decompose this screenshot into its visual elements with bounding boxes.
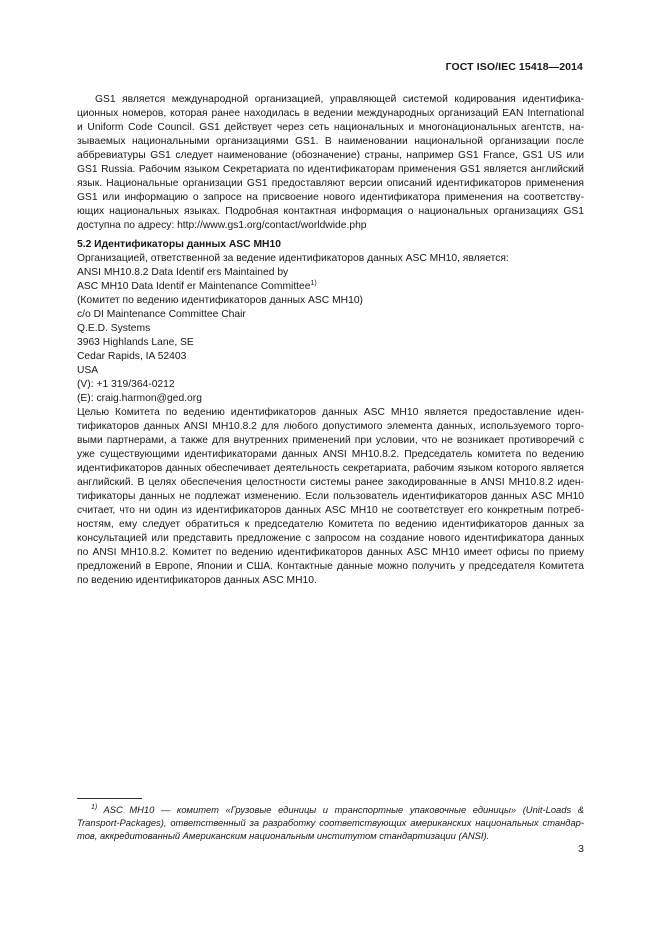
text-line: аббревиатуры GS1 следует наименование (обозначение) страны, например GS1 France, GS1 US или xyxy=(77,150,584,161)
text-line: ANSI MH10.8.2 Data Identif ers Maintained by xyxy=(77,267,289,278)
text-line: уже существующими идентификаторами данных ANSI MH10.8.2. Председатель комитета по ведению xyxy=(77,449,584,460)
text-line: USA xyxy=(77,365,99,376)
footnote-line: тов, аккредитованный Американским национальным институтом стандартизации (ANSI). xyxy=(77,830,490,841)
text-line: английский. В целях обеспечения целостности системы ранее закодированные в ANSI MH10.8.2 иден- xyxy=(77,477,584,488)
text-line: c/o DI Maintenance Committee Chair xyxy=(77,309,246,320)
text-line: (Комитет по ведению идентификаторов данных ASC MH10) xyxy=(77,295,363,306)
text-line: ASC MH10 Data Identif er Maintenance Committee$^{1)}$ xyxy=(77,280,317,292)
text-line: идентификаторов данных обеспечивает деятельность секретариата, рабочим языком которого является xyxy=(77,463,584,474)
text-line: тификаторов данных ANSI MH10.8.2 для любого допустимого элемента данных, используемого торго- xyxy=(77,421,584,432)
text-line: 3963 Highlands Lane, SE xyxy=(77,337,194,348)
text-line: GS1 является международной организацией, управляющей системой кодирования идентифика- xyxy=(95,94,584,105)
section-heading: 5.2 Идентификаторы данных ASC MH10 xyxy=(77,239,281,250)
text-line: GS1 или информацию о запросе на присвоение нового идентификатора применения на соответству- xyxy=(77,192,584,203)
text-line: и Uniform Code Council. GS1 действует через сеть национальных и многонациональных агентств, на- xyxy=(77,122,584,133)
text-line: Организацией, ответственной за ведение идентификаторов данных ASC MH10, является: xyxy=(77,253,509,264)
text-line: зываемых национальными организациями GS1. В наименовании национальной организации после xyxy=(77,136,584,147)
footnote-separator xyxy=(77,798,142,799)
text-line: ющих национальных языках. Подробная контактная информация о национальных организациях GS1 xyxy=(77,206,584,217)
document-code-header: ГОСТ ISO/IEC 15418—2014 xyxy=(445,61,583,73)
text-line: доступна по адресу: http://www.gs1.org/contact/worldwide.php xyxy=(77,220,367,231)
text-line: тификаторы данных не подлежат изменению. Если пользователь идентификаторов данных ASC MH10 xyxy=(77,491,584,502)
text-line: ционных номеров, которая ранее находилась в ведении международных организаций EAN International xyxy=(77,108,584,119)
text-line: ностям, ему следует обратиться к председателю Комитета по ведению идентификаторов данных за xyxy=(77,519,584,530)
text-line: предложений в Европе, Японии и США. Контактные данные можно получить у председателя Комитета xyxy=(77,561,584,572)
text-line: Целью Комитета по ведению идентификаторов данных ASC MH10 является предоставление иден- xyxy=(77,407,584,418)
text-line: выми партнерами, а также для внутренних применений при условии, что не возникает противоречий с xyxy=(77,435,584,446)
text-line: (V): +1 319/364-0212 xyxy=(77,379,175,390)
page-number: 3 xyxy=(578,843,584,855)
text-line: считает, что ни один из идентификаторов данных ASC MH10 не соответствует его конкретным потреб- xyxy=(77,505,584,516)
text-line: консультацией или представить предложение с запросом на создание нового идентификатора данных xyxy=(77,533,584,544)
text-line: язык. Национальные организации GS1 предоставляют версии описаний идентификаторов применения xyxy=(77,178,584,189)
text-line: по ведению идентификаторов данных ASC MH10. xyxy=(77,575,317,586)
footnote-line: $^{1)}$ ASC MH10 — комитет «Грузовые единицы и транспортные упаковочные единицы» (Unit-Loads & xyxy=(91,804,584,815)
footnote-line: Transport-Packages), ответственный за разработку соответствующих американских национальных стандар- xyxy=(77,817,584,828)
text-line: по ANSI MH10.8.2. Комитет по ведению идентификаторов данных ASC MH10 имеет офисы по приему xyxy=(77,547,584,558)
text-line: Q.E.D. Systems xyxy=(77,323,151,334)
text-line: Cedar Rapids, IA 52403 xyxy=(77,351,187,362)
text-line: GS1 Russia. Рабочим языком Секретариата по идентификаторам применения GS1 является английский xyxy=(77,164,584,175)
text-line: (E): craig.harmon@ged.org xyxy=(77,393,202,404)
